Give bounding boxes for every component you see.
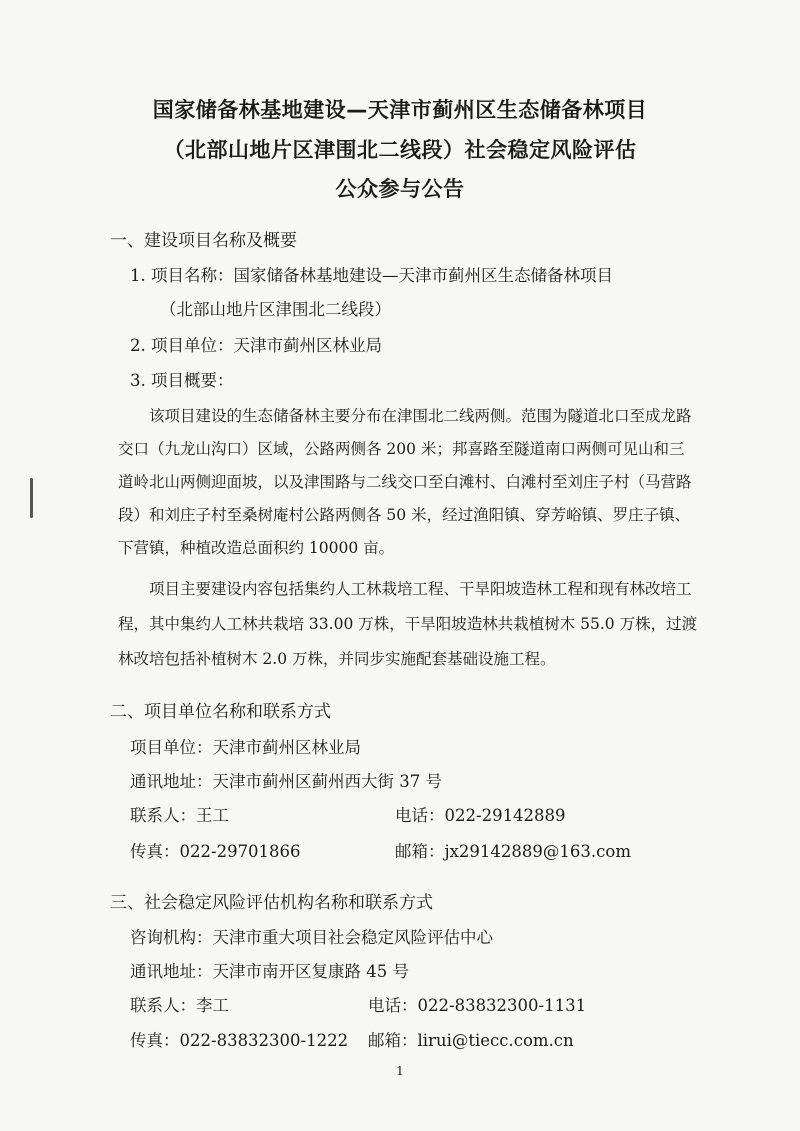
agency-address: 通讯地址：天津市南开区复康路 45 号 xyxy=(130,962,409,981)
project-name: 1. 项目名称：国家储备林基地建设—天津市蓟州区生态储备林项目 xyxy=(130,266,613,285)
title-line-2: （北部山地片区津围北二线段）社会稳定风险评估 xyxy=(163,138,637,162)
agency-email: 邮箱：lirui@tiecc.com.cn xyxy=(368,1031,574,1050)
unit-name: 项目单位：天津市蓟州区林业局 xyxy=(130,738,361,757)
overview-paragraph-2: 项目主要建设内容包括集约人工林栽培工程、干旱阳坡造林工程和现有林改培工程，其中集约人工林共栽培 33.00 万株，干旱阳坡造林共栽植树木 55.0 万株，过渡林改培包括补植树木 2.0 万株，并同步实施配套基础设施工程。 xyxy=(118,580,698,668)
binding-mark xyxy=(30,478,33,518)
unit-email: 邮箱：jx29142889@163.com xyxy=(395,842,631,861)
unit-address: 通讯地址：天津市蓟州区蓟州西大街 37 号 xyxy=(130,772,442,791)
agency-contact-person: 联系人：李工 xyxy=(130,996,229,1015)
project-name-continued: （北部山地片区津围北二线段） xyxy=(160,300,391,319)
unit-phone: 电话：022-29142889 xyxy=(395,806,566,825)
overview-paragraph-1: 该项目建设的生态储备林主要分布在津围北二线两侧。范围为隧道北口至成龙路交口（九龙山沟口）区域，公路两侧各 200 米；邦喜路至隧道南口两侧可见山和三道岭北山两侧迎面坡，以及津围路与二线交口至白滩村、白滩村至刘庄子村（马营路段）和刘庄子村至桑树庵村公路两侧各 50 米，经过渔阳镇、穿芳峪镇、罗庄子镇、下营镇，种植改造总面积约 10000 亩。 xyxy=(118,407,692,557)
section-2-heading: 二、项目单位名称和联系方式 xyxy=(110,702,331,722)
unit-fax: 传真：022-29701866 xyxy=(130,842,301,861)
section-1-heading: 一、建设项目名称及概要 xyxy=(110,231,297,251)
unit-contact-person: 联系人：王工 xyxy=(130,806,229,825)
title-line-1: 国家储备林基地建设—天津市蓟州区生态储备林项目 xyxy=(152,98,648,122)
project-overview-label: 3. 项目概要： xyxy=(130,371,234,390)
agency-phone: 电话：022-83832300-1131 xyxy=(368,996,587,1015)
title-line-3: 公众参与公告 xyxy=(335,177,465,201)
section-3-heading: 三、社会稳定风险评估机构名称和联系方式 xyxy=(110,893,433,913)
agency-fax: 传真：022-83832300-1222 xyxy=(130,1031,349,1050)
project-unit: 2. 项目单位：天津市蓟州区林业局 xyxy=(130,336,382,355)
agency-name: 咨询机构：天津市重大项目社会稳定风险评估中心 xyxy=(130,928,493,947)
page-number: 1 xyxy=(396,1064,404,1078)
